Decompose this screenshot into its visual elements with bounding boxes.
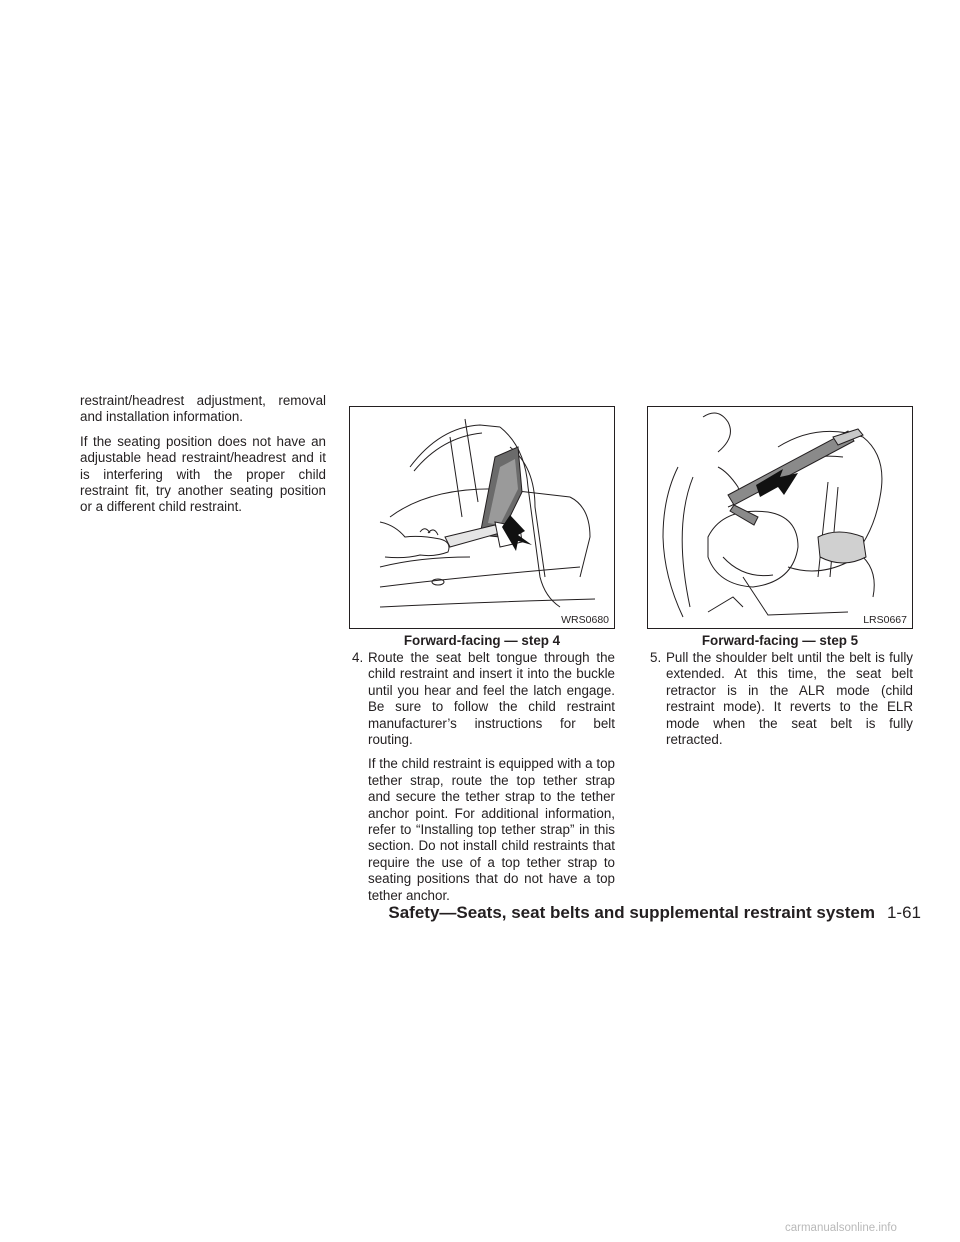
figure-code: LRS0667: [863, 614, 907, 626]
step-text: Pull the shoulder belt until the belt is fully extended. At this time, the seat belt retractor is in the ALR mode (child restraint mode). It reverts to the ELR mode when the seat belt is fully retracted.: [666, 650, 913, 748]
figure-forward-facing-step-5: [647, 406, 913, 629]
step-4: [349, 650, 615, 904]
seat-belt-buckle-illustration: [350, 407, 614, 628]
step-text-tether: If the child restraint is equipped with a top tether strap, route the top tether strap and secure the tether strap to the tether anchor point. For additional information, refer to “Installing top tether strap” in this section. Do not install child restraints that require the use of a top tether strap to seating positions that do not have a top tether anchor.: [368, 756, 615, 903]
step-5: [647, 650, 913, 748]
step-number: 5.: [650, 650, 662, 665]
paragraph-seating-position: If the seating position does not have an adjustable head restraint/headrest and it is interfering with the proper child restraint fit, try another seating position or a different child restraint.: [80, 433, 326, 515]
figure-caption: Forward-facing — step 5: [701, 633, 859, 648]
page-number: 1-61: [886, 903, 921, 922]
left-column: [80, 393, 326, 524]
paragraph-continuation: restraint/headrest adjustment, removal and installation information.: [80, 393, 326, 425]
page-footer: [388, 903, 921, 923]
shoulder-belt-illustration: [648, 407, 912, 628]
figure-forward-facing-step-4: [349, 406, 615, 629]
step-number: 4.: [352, 650, 364, 665]
watermark: carmanualsonline.info: [785, 1222, 897, 1234]
section-title: Safety—Seats, seat belts and supplemental restraint system: [388, 903, 875, 922]
step-text: Route the seat belt tongue through the child restraint and insert it into the buckle until you hear and feel the latch engage. Be sure to follow the child restraint manufacturer’s instructions for belt routing.: [368, 650, 615, 748]
figure-caption: Forward-facing — step 4: [403, 633, 561, 648]
figure-code: WRS0680: [561, 614, 609, 626]
